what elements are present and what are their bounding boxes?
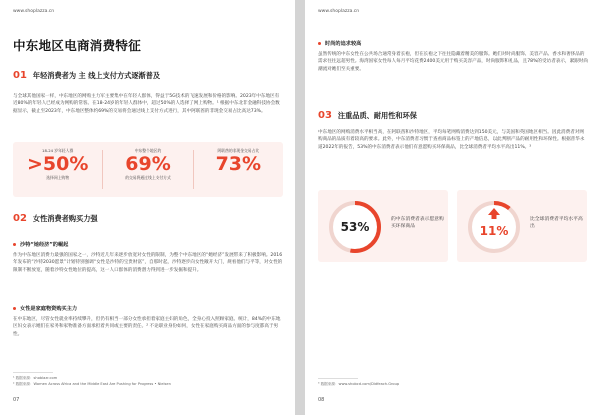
footnote: ³ 数据来源：www.shobcd.com/Didfeach.Group bbox=[318, 382, 400, 386]
page-number: 08 bbox=[318, 397, 325, 403]
site-url[interactable]: www.shoplazza.cn bbox=[318, 9, 360, 14]
bullet-dot-icon bbox=[13, 307, 16, 310]
ring-value: 11% bbox=[479, 224, 509, 238]
paragraph-young-consumers: 与全球其他国家一样，中东地区的网购主力军主要集中在年轻人群体，得益于5G技术的飞速发展和价格的影响。2023年中东地区有近80%的年轻人已经成为网购的常客。在18-24岁的年轻人群体中，超过50%的人选择了网上购物。¹ 根据中东北非金融科技协会数据显示，截止至2023年，中东地区整体约69%的交易将会通过线上支付方式进行，其中阿联酋的非现金交易占比高达73%。 bbox=[13, 94, 280, 114]
footnote: ² 数据来源：Women Across Africa and the Middle East Are Pushing for Progress • Nielsen bbox=[13, 382, 171, 386]
stat-label: 18-24 岁年轻人群 bbox=[42, 148, 74, 153]
footnote: ¹ 数据来源：shoblazr.com bbox=[13, 376, 58, 380]
bullet-text: 女性是家庭物资购买主力 bbox=[20, 306, 78, 312]
section-title: 女性消费者购买力强 bbox=[32, 213, 98, 223]
section-number: 03 bbox=[318, 110, 332, 121]
paragraph-saudi-women: 作为中东地区消费力最强的国家之一，沙特近几年来逐步放宽对女性的限制，为整个中东地区的“她经济”发展带来了积极影响。2016年发布的“沙特2030愿景”计划特别强调“女性是沙特的宝贵财富”，自那时起，沙特逐步向女性敞开大门，规看他们与平等，对女性的限制不断放宽，随着沙特女性地位的提高，这一人口群体的消费潜力得到进一步发掘和提升。 bbox=[13, 253, 283, 273]
stat-value: >50% bbox=[26, 153, 89, 175]
site-url[interactable]: www.shoplazza.cn bbox=[13, 9, 55, 14]
ring-chart-global bbox=[465, 198, 523, 256]
stat-sub: 选择网上购物 bbox=[46, 175, 70, 180]
stat-young-users bbox=[13, 142, 102, 197]
section-title: 年轻消费者为 主 线上支付方式逐渐普及 bbox=[32, 70, 161, 80]
bullet-text: 沙特“她经济”的崛起 bbox=[20, 242, 69, 248]
section-2-heading bbox=[13, 213, 98, 224]
stat-uae-cashless bbox=[194, 142, 283, 197]
section-3-heading bbox=[318, 110, 417, 121]
ring-chart-eco bbox=[326, 198, 384, 256]
bullet-dot-icon bbox=[13, 243, 16, 246]
bullet-heading bbox=[13, 241, 68, 248]
stat-label: 中东整个地区约 bbox=[134, 148, 162, 153]
stat-sub: 的交易将通过线上支付方式 bbox=[125, 175, 171, 180]
ring-text: 的中东消费者表示愿意购买环保商品 bbox=[391, 217, 444, 229]
footnote-divider bbox=[13, 372, 53, 373]
section-number: 01 bbox=[13, 70, 27, 81]
stat-online-payment bbox=[103, 142, 192, 197]
footnote-divider bbox=[318, 378, 358, 379]
left-page bbox=[0, 0, 295, 415]
bullet-text: 时尚的追求较高 bbox=[325, 41, 362, 47]
bullet-heading bbox=[13, 305, 77, 312]
bullet-heading bbox=[318, 40, 361, 47]
paragraph-household: 在中东地区，尽管女性就业率持续攀升，但仍有相当一部分女性承担着家庭主妇的角色，全身心投入照顾家庭。统计，84%的中东地区妇女表示她们在家务和家物准备方面承担着共同或主要的责任。² 不论职业身份如何，女性在家庭购买商品方面的参与度都高于男性。 bbox=[13, 317, 281, 337]
page-title: 中东地区电商消费特征 bbox=[13, 38, 142, 53]
section-number: 02 bbox=[13, 213, 27, 224]
paragraph-fashion: 虽然传统的中东女性在公共场合通常身着长袍，但在长袍之下往往隐藏着精美的服饰。她们对时尚服饰、美容产品、香水和奢侈品的需求往往远超男性。海湾国家女性每人每月平均花费2400美元用于购买美容产品，时尚服饰和礼品，且78%的受访者表示，紧跟时尚潮流对她们至关重要。 bbox=[318, 52, 588, 72]
stats-panel bbox=[13, 142, 283, 197]
section-title: 注重品质、耐用性和环保 bbox=[337, 110, 417, 120]
section-1-heading bbox=[13, 70, 160, 81]
ring-text: 比全球消费者平均水平高出 bbox=[530, 217, 583, 229]
paragraph-quality: 中东地区的网购消费水平相当高，在阿联酋和沙特地区，平均每笔网购消费达到150美元，与美国和英国地区相当。因此消费者对网购商品的品质有着较高的要求。此外，中东消费者习惯于查看商品标签上的产地信息，以此判断产品的耐用性和环保性。根据普华永道2022年的报告，53%的中东消费者表示他们有意愿购买环保商品，比全球消费者平均水平高出11%。³ bbox=[318, 130, 585, 150]
ring-stat-eco bbox=[318, 190, 448, 262]
stat-label: 阿联酋的非现金交易占比 bbox=[217, 148, 260, 153]
ring-stat-global bbox=[457, 190, 587, 262]
right-page bbox=[305, 0, 600, 415]
ring-value: 53% bbox=[340, 220, 370, 234]
stat-value: 69% bbox=[125, 153, 171, 175]
stat-value: 73% bbox=[215, 153, 262, 175]
page-number: 07 bbox=[13, 397, 20, 403]
bullet-dot-icon bbox=[318, 42, 321, 45]
